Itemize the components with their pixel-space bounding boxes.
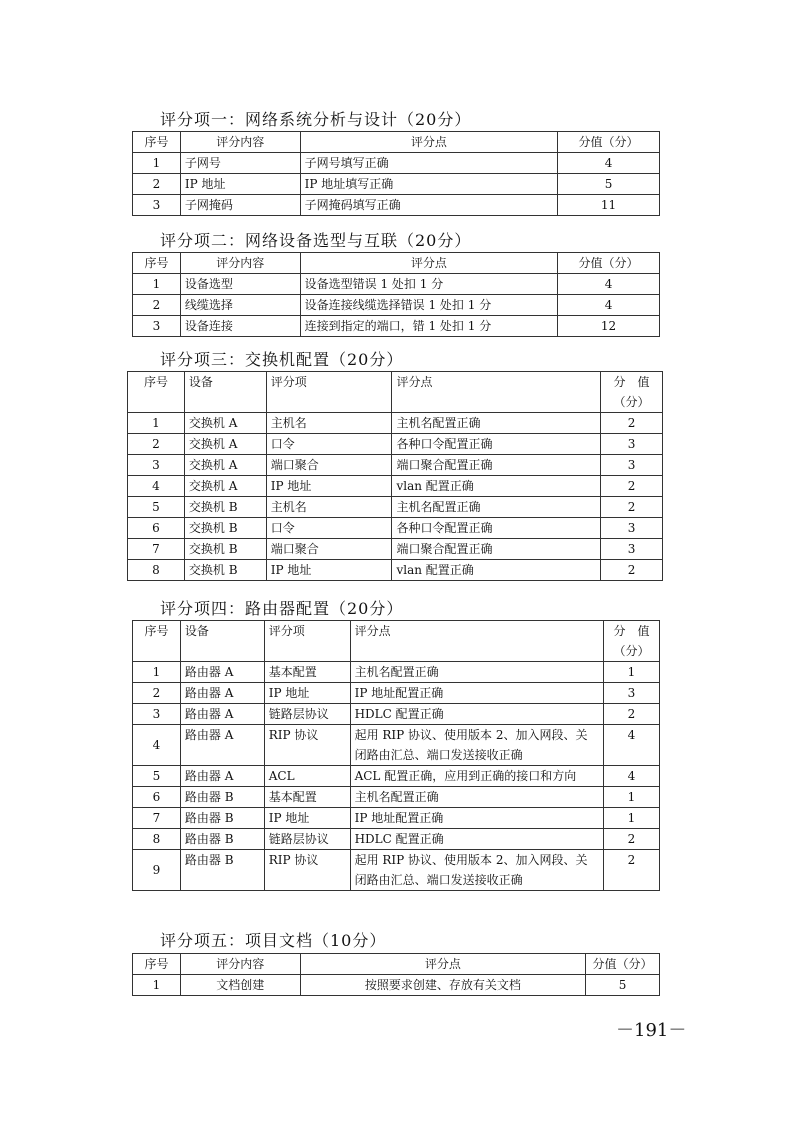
- row-score: 1: [604, 787, 660, 808]
- row-item: IP 地址: [266, 560, 392, 581]
- row-number: 2: [133, 174, 181, 195]
- table-row: [128, 476, 663, 497]
- header-cell: 序号: [133, 621, 181, 662]
- table-header-row: [133, 954, 660, 975]
- section-5-table: [132, 953, 660, 996]
- row-score: 2: [601, 560, 663, 581]
- header-cell-score: [601, 372, 663, 413]
- row-criteria: HDLC 配置正确: [350, 829, 603, 850]
- row-device: 交换机 A: [184, 455, 266, 476]
- section-4-title: 评分项四：路由器配置（20分）: [160, 599, 404, 618]
- row-score: 4: [558, 295, 660, 316]
- row-criteria: vlan 配置正确: [392, 476, 601, 497]
- row-number: 6: [128, 518, 185, 539]
- row-device: 交换机 A: [184, 476, 266, 497]
- score-header-line1: 分 值: [613, 624, 650, 638]
- row-number: 1: [133, 975, 181, 996]
- table-row: [128, 497, 663, 518]
- row-item: 主机名: [266, 497, 392, 518]
- header-cell: 评分内容: [180, 132, 300, 153]
- score-header-line1: 分 值: [613, 375, 650, 389]
- row-score: 2: [604, 829, 660, 850]
- row-criteria: 各种口令配置正确: [392, 518, 601, 539]
- section-1-title: 评分项一：网络系统分析与设计（20分）: [160, 110, 472, 129]
- row-score: 2: [601, 497, 663, 518]
- header-cell: 序号: [133, 132, 181, 153]
- row-criteria: 连接到指定的端口，错 1 处扣 1 分: [300, 316, 557, 337]
- row-number: 1: [133, 662, 181, 683]
- row-device: 路由器 B: [180, 808, 264, 829]
- row-score: 2: [604, 850, 660, 891]
- table-row: [133, 295, 660, 316]
- row-criteria: 主机名配置正确: [392, 413, 601, 434]
- header-cell: 评分内容: [180, 954, 300, 975]
- row-criteria: vlan 配置正确: [392, 560, 601, 581]
- row-number: 7: [128, 539, 185, 560]
- row-criteria: 主机名配置正确: [350, 787, 603, 808]
- row-content: 设备连接: [180, 316, 300, 337]
- header-cell: 评分点: [350, 621, 603, 662]
- row-number: 4: [128, 476, 185, 497]
- header-cell: 分值（分）: [586, 954, 660, 975]
- table-row: [128, 560, 663, 581]
- row-device: 交换机 B: [184, 539, 266, 560]
- row-criteria: 按照要求创建、存放有关文档: [300, 975, 585, 996]
- score-header-line2: （分）: [613, 395, 650, 409]
- row-content: 文档创建: [180, 975, 300, 996]
- row-score: 5: [558, 174, 660, 195]
- row-score: 4: [558, 153, 660, 174]
- row-item: IP 地址: [266, 476, 392, 497]
- row-item: 口令: [266, 518, 392, 539]
- row-item: 基本配置: [264, 787, 350, 808]
- row-device: 交换机 B: [184, 497, 266, 518]
- row-number: 8: [128, 560, 185, 581]
- row-content: 子网号: [180, 153, 300, 174]
- section-1-table: [132, 131, 660, 216]
- row-item: 主机名: [266, 413, 392, 434]
- row-device: 路由器 A: [180, 725, 264, 766]
- table-row: [133, 725, 660, 766]
- row-criteria: 主机名配置正确: [350, 662, 603, 683]
- header-cell: 评分点: [300, 132, 557, 153]
- table-row: [133, 975, 660, 996]
- header-cell: 评分点: [392, 372, 601, 413]
- row-number: 3: [133, 195, 181, 216]
- row-content: 设备选型: [180, 274, 300, 295]
- header-cell: 设备: [184, 372, 266, 413]
- table-header-row: [133, 253, 660, 274]
- table-row: [133, 195, 660, 216]
- row-score: 4: [604, 725, 660, 766]
- row-criteria: 设备连接线缆选择错误 1 处扣 1 分: [300, 295, 557, 316]
- row-criteria: IP 地址填写正确: [300, 174, 557, 195]
- table-row: [133, 662, 660, 683]
- row-score: 3: [601, 434, 663, 455]
- row-score: 1: [604, 662, 660, 683]
- section-5-title: 评分项五：项目文档（10分）: [160, 931, 387, 950]
- row-number: 1: [133, 274, 181, 295]
- row-score: 11: [558, 195, 660, 216]
- section-3-table: [127, 371, 663, 581]
- header-cell: 评分项: [264, 621, 350, 662]
- table-row: [133, 766, 660, 787]
- table-row: [133, 787, 660, 808]
- table-header-row: [133, 132, 660, 153]
- row-criteria: 主机名配置正确: [392, 497, 601, 518]
- row-device: 路由器 A: [180, 704, 264, 725]
- row-score: 2: [604, 704, 660, 725]
- row-item: 端口聚合: [266, 455, 392, 476]
- row-score: 5: [586, 975, 660, 996]
- header-cell: 分值（分）: [558, 253, 660, 274]
- table-row: [133, 274, 660, 295]
- row-number: 6: [133, 787, 181, 808]
- row-device: 路由器 A: [180, 662, 264, 683]
- row-item: ACL: [264, 766, 350, 787]
- row-device: 交换机 B: [184, 518, 266, 539]
- table-header-row: [128, 372, 663, 413]
- row-criteria: IP 地址配置正确: [350, 808, 603, 829]
- row-score: 3: [601, 539, 663, 560]
- row-criteria: 端口聚合配置正确: [392, 539, 601, 560]
- row-number: 1: [133, 153, 181, 174]
- row-score: 12: [558, 316, 660, 337]
- header-cell: 设备: [180, 621, 264, 662]
- header-cell: 序号: [128, 372, 185, 413]
- section-3-title: 评分项三：交换机配置（20分）: [160, 350, 404, 369]
- row-score: 4: [604, 766, 660, 787]
- row-number: 3: [128, 455, 185, 476]
- row-number: 5: [133, 766, 181, 787]
- row-number: 8: [133, 829, 181, 850]
- table-row: [133, 808, 660, 829]
- section-4-table: [132, 620, 660, 891]
- row-score: 3: [601, 455, 663, 476]
- row-criteria: 设备选型错误 1 处扣 1 分: [300, 274, 557, 295]
- row-score: 2: [601, 413, 663, 434]
- row-device: 交换机 A: [184, 434, 266, 455]
- row-number: 5: [128, 497, 185, 518]
- table-row: [128, 413, 663, 434]
- row-device: 交换机 A: [184, 413, 266, 434]
- row-item: RIP 协议: [264, 850, 350, 891]
- header-cell: 分值（分）: [558, 132, 660, 153]
- row-criteria: HDLC 配置正确: [350, 704, 603, 725]
- header-cell-score: [604, 621, 660, 662]
- section-2-table: [132, 252, 660, 337]
- row-criteria: ACL 配置正确，应用到正确的接口和方向: [350, 766, 603, 787]
- row-criteria: 起用 RIP 协议、使用版本 2、加入网段、关闭路由汇总、端口发送接收正确: [350, 725, 603, 766]
- row-number: 3: [133, 704, 181, 725]
- row-criteria: IP 地址配置正确: [350, 683, 603, 704]
- row-device: 交换机 B: [184, 560, 266, 581]
- table-row: [133, 704, 660, 725]
- row-item: 链路层协议: [264, 704, 350, 725]
- page-number: －191－: [616, 1020, 687, 1041]
- header-cell: 序号: [133, 954, 181, 975]
- header-cell: 序号: [133, 253, 181, 274]
- row-score: 2: [601, 476, 663, 497]
- row-content: IP 地址: [180, 174, 300, 195]
- row-number: 7: [133, 808, 181, 829]
- row-device: 路由器 B: [180, 787, 264, 808]
- row-item: 口令: [266, 434, 392, 455]
- row-number: 9: [133, 850, 181, 891]
- table-row: [128, 434, 663, 455]
- row-score: 3: [604, 683, 660, 704]
- table-row: [133, 683, 660, 704]
- table-row: [133, 174, 660, 195]
- row-item: 基本配置: [264, 662, 350, 683]
- row-number: 2: [133, 683, 181, 704]
- row-device: 路由器 A: [180, 766, 264, 787]
- row-device: 路由器 B: [180, 829, 264, 850]
- table-row: [128, 539, 663, 560]
- table-row: [128, 518, 663, 539]
- row-criteria: 各种口令配置正确: [392, 434, 601, 455]
- table-row: [133, 850, 660, 891]
- table-row: [133, 829, 660, 850]
- row-device: 路由器 B: [180, 850, 264, 891]
- row-item: RIP 协议: [264, 725, 350, 766]
- row-item: 链路层协议: [264, 829, 350, 850]
- row-criteria: 端口聚合配置正确: [392, 455, 601, 476]
- row-criteria: 起用 RIP 协议、使用版本 2、加入网段、关闭路由汇总、端口发送接收正确: [350, 850, 603, 891]
- table-row: [133, 153, 660, 174]
- row-item: IP 地址: [264, 683, 350, 704]
- row-device: 路由器 A: [180, 683, 264, 704]
- header-cell: 评分点: [300, 253, 557, 274]
- section-2-title: 评分项二：网络设备选型与互联（20分）: [160, 231, 472, 250]
- score-header-line2: （分）: [613, 644, 650, 658]
- row-item: IP 地址: [264, 808, 350, 829]
- table-row: [128, 455, 663, 476]
- row-score: 4: [558, 274, 660, 295]
- row-number: 4: [133, 725, 181, 766]
- row-score: 3: [601, 518, 663, 539]
- row-number: 2: [133, 295, 181, 316]
- row-content: 线缆选择: [180, 295, 300, 316]
- table-header-row: [133, 621, 660, 662]
- row-score: 1: [604, 808, 660, 829]
- header-cell: 评分点: [300, 954, 585, 975]
- header-cell: 评分内容: [180, 253, 300, 274]
- header-cell: 评分项: [266, 372, 392, 413]
- row-criteria: 子网掩码填写正确: [300, 195, 557, 216]
- row-number: 3: [133, 316, 181, 337]
- row-number: 2: [128, 434, 185, 455]
- row-content: 子网掩码: [180, 195, 300, 216]
- row-criteria: 子网号填写正确: [300, 153, 557, 174]
- row-number: 1: [128, 413, 185, 434]
- row-item: 端口聚合: [266, 539, 392, 560]
- table-row: [133, 316, 660, 337]
